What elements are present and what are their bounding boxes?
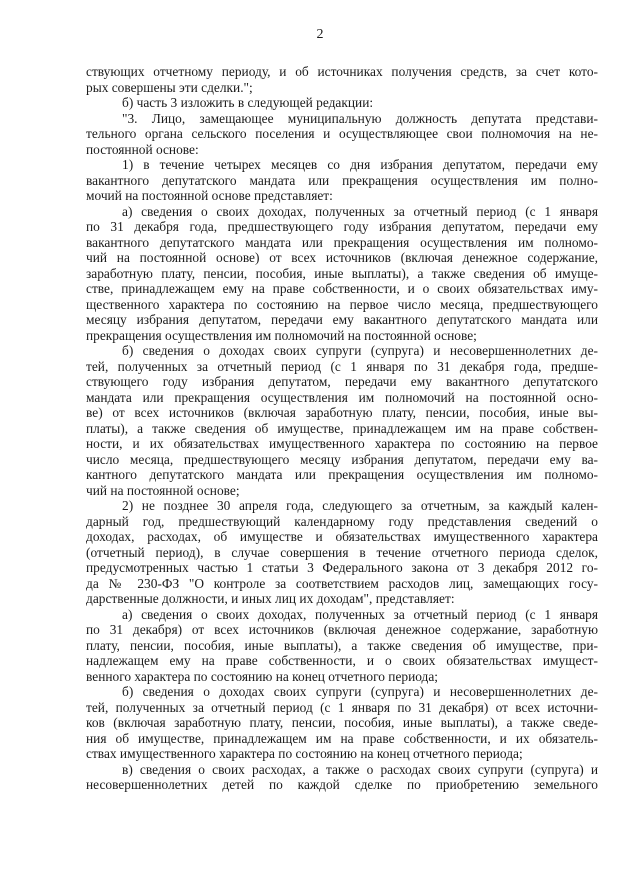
text-line: кантного депутатского мандата или прекращения осуществления им полномо-: [86, 467, 598, 482]
text-line: ствах имущественного характера по состоянию на конец отчетного периода;: [86, 746, 523, 761]
text-line: "3. Лицо, замещающее муниципальную должность депутата представи-: [122, 110, 598, 126]
text-line: б) сведения о доходах своих супруги (супруга) и несовершеннолетних де-: [122, 684, 598, 699]
text-line: ности, и их обязательствах имущественного характера по состоянию на первое: [86, 436, 598, 451]
text-line: ков (включая заработную плату, пенсии, пособия, иные выплаты), а также сведе-: [86, 715, 598, 730]
text-line: ствующих отчетному периоду, и об источниках получения средств, за счет кото-: [86, 64, 598, 79]
text-line: б) сведения о доходах своих супруги (супруга) и несовершеннолетних де-: [122, 343, 598, 358]
text-line: мандата или прекращения осуществления им полномочий на постоянной осно-: [86, 389, 598, 405]
text-line: постоянной основе:: [86, 141, 199, 157]
text-line: по 31 декабря) от всех источников (включая денежное содержание, заработную: [86, 622, 598, 637]
text-line: б) часть 3 изложить в следующей редакции:: [122, 95, 374, 110]
text-line: дарственные должности, и иных лиц их доходам", представляет:: [86, 591, 455, 606]
text-line: а) сведения о своих доходах, полученных за отчетный период (с 1 января: [122, 203, 598, 219]
text-line: венного характера по состоянию на конец отчетного периода;: [86, 668, 439, 684]
text-line: 1) в течение четырех месяцев со дня избрания депутатом, передачи ему: [122, 157, 598, 172]
text-line: заработную плату, пенсии, пособия, иные выплаты), а также сведения об имуще-: [86, 265, 598, 281]
text-line: рых совершены эти сделки.";: [86, 79, 253, 95]
text-line: по 31 декабря года, предшествующего году избрания депутатом, передачи ему: [86, 219, 598, 234]
text-line: ния об имуществе, принадлежащем им на праве собственности, и их обязатель-: [86, 730, 598, 746]
text-line: дарный год, предшествующий календарному году представления сведений о: [86, 513, 598, 529]
text-line: предусмотренных частью 1 статьи 3 Федерального закона от 3 декабря 2012 го-: [86, 560, 598, 575]
text-line: 2) не позднее 30 апреля года, следующего за отчетным, за каждый кален-: [122, 498, 598, 513]
text-line: число месяца, предшествующего месяцу избрания депутатом, передачи ему ва-: [86, 451, 598, 467]
text-line: а) сведения о своих доходах, полученных за отчетный период (с 1 января: [122, 606, 598, 622]
text-line: ве) от всех источников (включая заработную плату, пенсии, пособия, иные вы-: [86, 405, 598, 420]
text-line: (отчетный период), в случае совершения в течение отчетного периода сделок,: [86, 544, 598, 560]
text-line: несовершеннолетних детей по каждой сделке по приобретению земельного: [86, 777, 598, 792]
text-line: доходах, расходах, об имуществе и обязательствах имущественного характера: [86, 529, 598, 544]
text-line: вакантного депутатского мандата или прекращения осуществления им полномо-: [86, 234, 598, 250]
text-line: чий на постоянной основе;: [86, 482, 240, 498]
text-line: щественного характера по состоянию на первое число месяца, предшествующего: [86, 296, 598, 312]
text-line: плату, пенсии, пособия, иные выплаты), а также сведения об имуществе, при-: [86, 637, 598, 653]
text-line: тей, полученных за отчетный период (с 1 января по 31 декабря) от всех источни-: [86, 699, 598, 715]
document-body: [86, 64, 598, 793]
text-line: чий на постоянной основе) от всех источников (включая денежное содержание,: [86, 250, 598, 265]
text-line: надлежащем ему на праве собственности, и о своих обязательствах имущест-: [86, 653, 598, 668]
text-line: прекращения осуществления им полномочий на постоянной основе;: [86, 327, 477, 343]
text-line: месяцу избрания депутатом, передачи ему вакантного депутатского мандата или: [86, 312, 598, 327]
text-line: да № 230-ФЗ "О контроле за соответствием расходов лиц, замещающих госу-: [86, 575, 598, 591]
text-line: в) сведения о своих расходах, а также о расходах своих супруги (супруга) и: [122, 761, 598, 777]
text-line: ствующего году избрания депутатом, передачи ему вакантного депутатского: [86, 374, 598, 389]
text-line: тей, полученных за отчетный период (с 1 января по 31 декабря года, предше-: [86, 358, 598, 374]
text-line: платы), а также сведения об имуществе, принадлежащем им на праве собствен-: [86, 420, 598, 436]
text-line: мочий на постоянной основе представляет:: [86, 188, 333, 203]
text-line: стве, принадлежащем ему на праве собственности, и о своих обязательствах иму-: [86, 281, 598, 296]
text-line: вакантного депутатского мандата или прекращения осуществления им полно-: [86, 172, 598, 188]
text-line: тельного органа сельского поселения и осуществляющее свои полномочия на не-: [86, 126, 598, 141]
page-number: 2: [316, 27, 324, 42]
